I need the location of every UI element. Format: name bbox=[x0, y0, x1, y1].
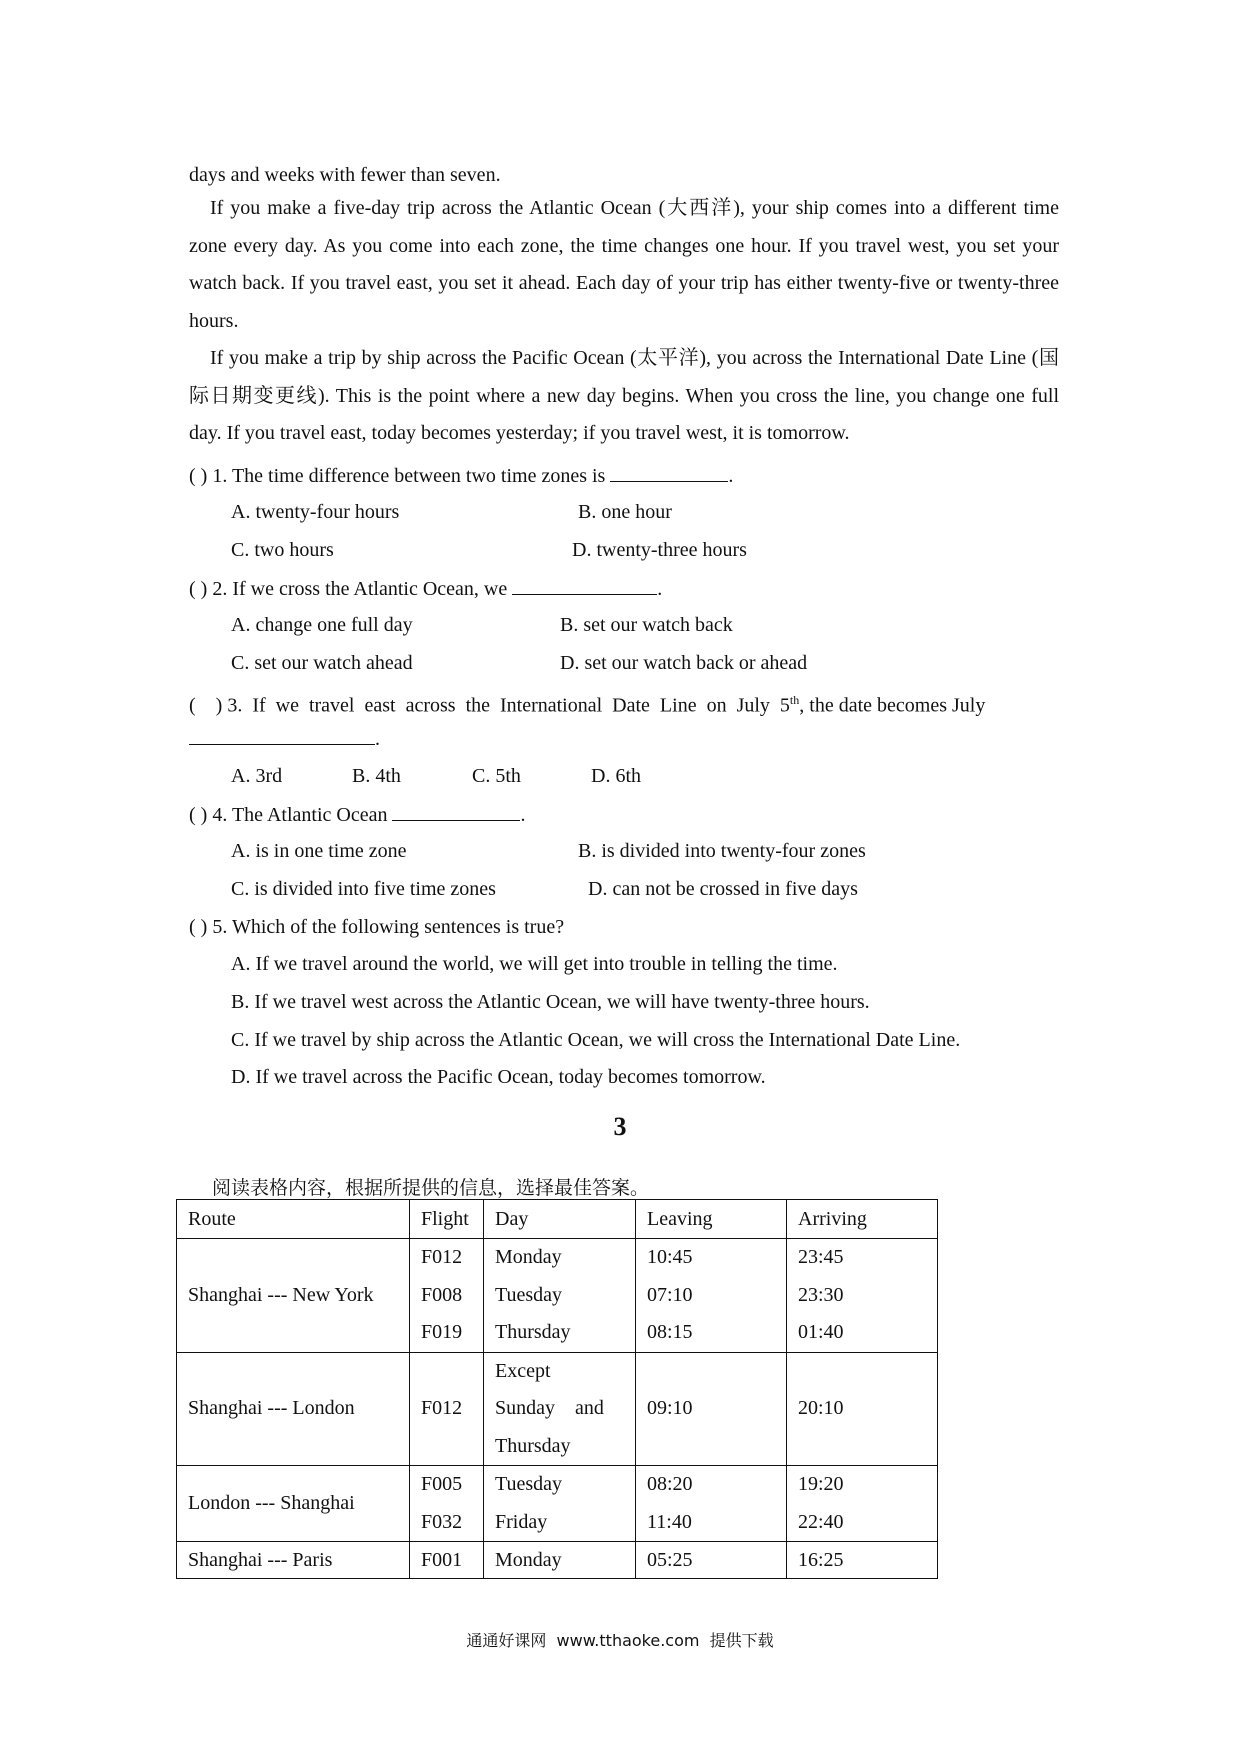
paragraph-text: If you make a trip by ship across the Pacific Ocean (太平洋), you across the International Date Line (国际日期变更线). This is the point where a new day begins. When you cross the line, you change one full day. If you travel east, today becomes yesterday; if you travel west, it is tomorrow. bbox=[189, 347, 1059, 444]
time-value: 22:40 bbox=[798, 1510, 844, 1533]
day-value: Thursday bbox=[495, 1321, 571, 1343]
option-c: C. two hours bbox=[231, 539, 334, 561]
question-stem: ( ) 1. The time difference between two time zones is bbox=[189, 465, 606, 487]
question-stem-end: , the date becomes July bbox=[799, 694, 986, 717]
day-value: Friday bbox=[495, 1510, 548, 1533]
paragraph-text: If you make a five-day trip across the Atlantic Ocean (大西洋), your ship comes into a different time zone every day. As you come into each zone, the time changes one hour. If you travel west, you set your watch back. If you travel east, you set it ahead. Each day of your trip has either twenty-five or twenty-three hours. bbox=[189, 197, 1059, 332]
option-b: B. set our watch back bbox=[560, 614, 733, 636]
option-a: A. twenty-four hours bbox=[231, 501, 400, 523]
header-flight: Flight bbox=[410, 1200, 484, 1239]
table-header-row bbox=[177, 1200, 938, 1239]
option-c: C. If we travel by ship across the Atlantic Ocean, we will cross the International Date Line. bbox=[231, 1029, 961, 1051]
flight-cell: F012 bbox=[410, 1352, 484, 1466]
question-4: ( ) 4. The Atlantic Ocean . bbox=[189, 804, 526, 826]
day-cell bbox=[484, 1239, 636, 1353]
time-value: 08:15 bbox=[647, 1321, 693, 1343]
option-d: D. can not be crossed in five days bbox=[588, 878, 858, 900]
day-value: Sunday and bbox=[495, 1397, 604, 1419]
header-leaving: Leaving bbox=[636, 1200, 787, 1239]
time-value: 10:45 bbox=[647, 1246, 693, 1268]
flight-value: F019 bbox=[421, 1321, 463, 1343]
leaving-cell: 05:25 bbox=[636, 1542, 787, 1579]
option-d: D. If we travel across the Pacific Ocean, today becomes tomorrow. bbox=[231, 1066, 766, 1088]
question-3 bbox=[189, 688, 1059, 718]
flight-schedule-table bbox=[176, 1199, 938, 1579]
option-a: A. 3rd bbox=[231, 765, 283, 787]
table-row bbox=[177, 1352, 938, 1466]
day-value: Monday bbox=[495, 1246, 562, 1268]
option-c: C. set our watch ahead bbox=[231, 652, 413, 674]
section-instruction: 阅读表格内容，根据所提供的信息，选择最佳答案。 bbox=[212, 1177, 650, 1199]
leaving-cell bbox=[636, 1239, 787, 1353]
flight-cell bbox=[410, 1239, 484, 1353]
question-3-blank-line: . bbox=[189, 726, 380, 751]
answer-blank bbox=[392, 802, 520, 821]
flight-value: F008 bbox=[421, 1283, 463, 1306]
question-1: ( ) 1. The time difference between two time zones is . bbox=[189, 465, 734, 487]
route-cell: Shanghai --- New York bbox=[177, 1239, 410, 1353]
time-value: 23:30 bbox=[798, 1283, 844, 1306]
header-arriving: Arriving bbox=[787, 1200, 938, 1239]
day-value: Thursday bbox=[495, 1434, 571, 1457]
question-5 bbox=[189, 915, 564, 939]
table-row bbox=[177, 1542, 938, 1579]
day-value: Tuesday bbox=[495, 1283, 563, 1306]
option-c: C. is divided into five time zones bbox=[231, 878, 496, 900]
flight-cell bbox=[410, 1466, 484, 1542]
time-value: 08:20 bbox=[647, 1473, 693, 1495]
section-number: 3 bbox=[613, 1112, 627, 1141]
option-b: B. one hour bbox=[578, 501, 672, 523]
day-value: Tuesday bbox=[495, 1473, 563, 1495]
route-cell: Shanghai --- Paris bbox=[177, 1542, 410, 1579]
route-cell: Shanghai --- London bbox=[177, 1352, 410, 1466]
option-c: C. 5th bbox=[472, 765, 521, 787]
arriving-cell: 16:25 bbox=[787, 1542, 938, 1579]
option-d: D. 6th bbox=[591, 765, 641, 787]
time-value: 19:20 bbox=[798, 1473, 844, 1495]
flight-value: F012 bbox=[421, 1246, 463, 1268]
option-d: D. set our watch back or ahead bbox=[560, 652, 808, 674]
flight-value: F005 bbox=[421, 1473, 463, 1495]
day-cell bbox=[484, 1352, 636, 1466]
answer-blank bbox=[512, 576, 657, 595]
answer-blank bbox=[610, 463, 728, 482]
table-row bbox=[177, 1466, 938, 1542]
option-a: A. is in one time zone bbox=[231, 840, 407, 862]
time-value: 11:40 bbox=[647, 1510, 692, 1533]
arriving-cell: 20:10 bbox=[787, 1352, 938, 1466]
table-row bbox=[177, 1239, 938, 1353]
option-b: B. If we travel west across the Atlantic Ocean, we will have twenty-three hours. bbox=[231, 991, 870, 1013]
flight-cell: F001 bbox=[410, 1542, 484, 1579]
leaving-cell bbox=[636, 1466, 787, 1542]
option-a: A. If we travel around the world, we will get into trouble in telling the time. bbox=[231, 953, 838, 975]
passage-paragraph-1 bbox=[189, 190, 1059, 340]
route-cell: London --- Shanghai bbox=[177, 1466, 410, 1542]
arriving-cell bbox=[787, 1239, 938, 1353]
arriving-cell bbox=[787, 1466, 938, 1542]
question-stem: ( ) 5. Which of the following sentences is true? bbox=[189, 916, 565, 938]
question-2: ( ) 2. If we cross the Atlantic Ocean, we . bbox=[189, 578, 663, 600]
superscript: th bbox=[789, 693, 800, 707]
time-value: 07:10 bbox=[647, 1283, 693, 1306]
page-footer: 通通好课网 www.tthaoke.com 提供下载 bbox=[466, 1631, 774, 1650]
header-route: Route bbox=[177, 1200, 410, 1239]
time-value: 01:40 bbox=[798, 1321, 844, 1343]
option-a: A. change one full day bbox=[231, 614, 413, 636]
day-cell bbox=[484, 1466, 636, 1542]
question-stem: ( ) 2. If we cross the Atlantic Ocean, we bbox=[189, 578, 508, 600]
answer-blank bbox=[189, 726, 375, 745]
time-value: 23:45 bbox=[798, 1246, 844, 1268]
passage-line: days and weeks with fewer than seven. bbox=[189, 164, 501, 186]
header-day: Day bbox=[484, 1200, 636, 1239]
day-value: Except bbox=[495, 1359, 551, 1382]
option-b: B. 4th bbox=[352, 765, 401, 787]
question-stem: ( ) 4. The Atlantic Ocean bbox=[189, 804, 388, 826]
leaving-cell: 09:10 bbox=[636, 1352, 787, 1466]
option-d: D. twenty-three hours bbox=[572, 539, 747, 561]
day-cell: Monday bbox=[484, 1542, 636, 1579]
passage-paragraph-2 bbox=[189, 340, 1059, 453]
flight-value: F032 bbox=[421, 1510, 463, 1533]
option-b: B. is divided into twenty-four zones bbox=[578, 840, 866, 862]
question-stem: ( ) 3. If we travel east across the International Date Line on July 5 bbox=[189, 694, 790, 717]
